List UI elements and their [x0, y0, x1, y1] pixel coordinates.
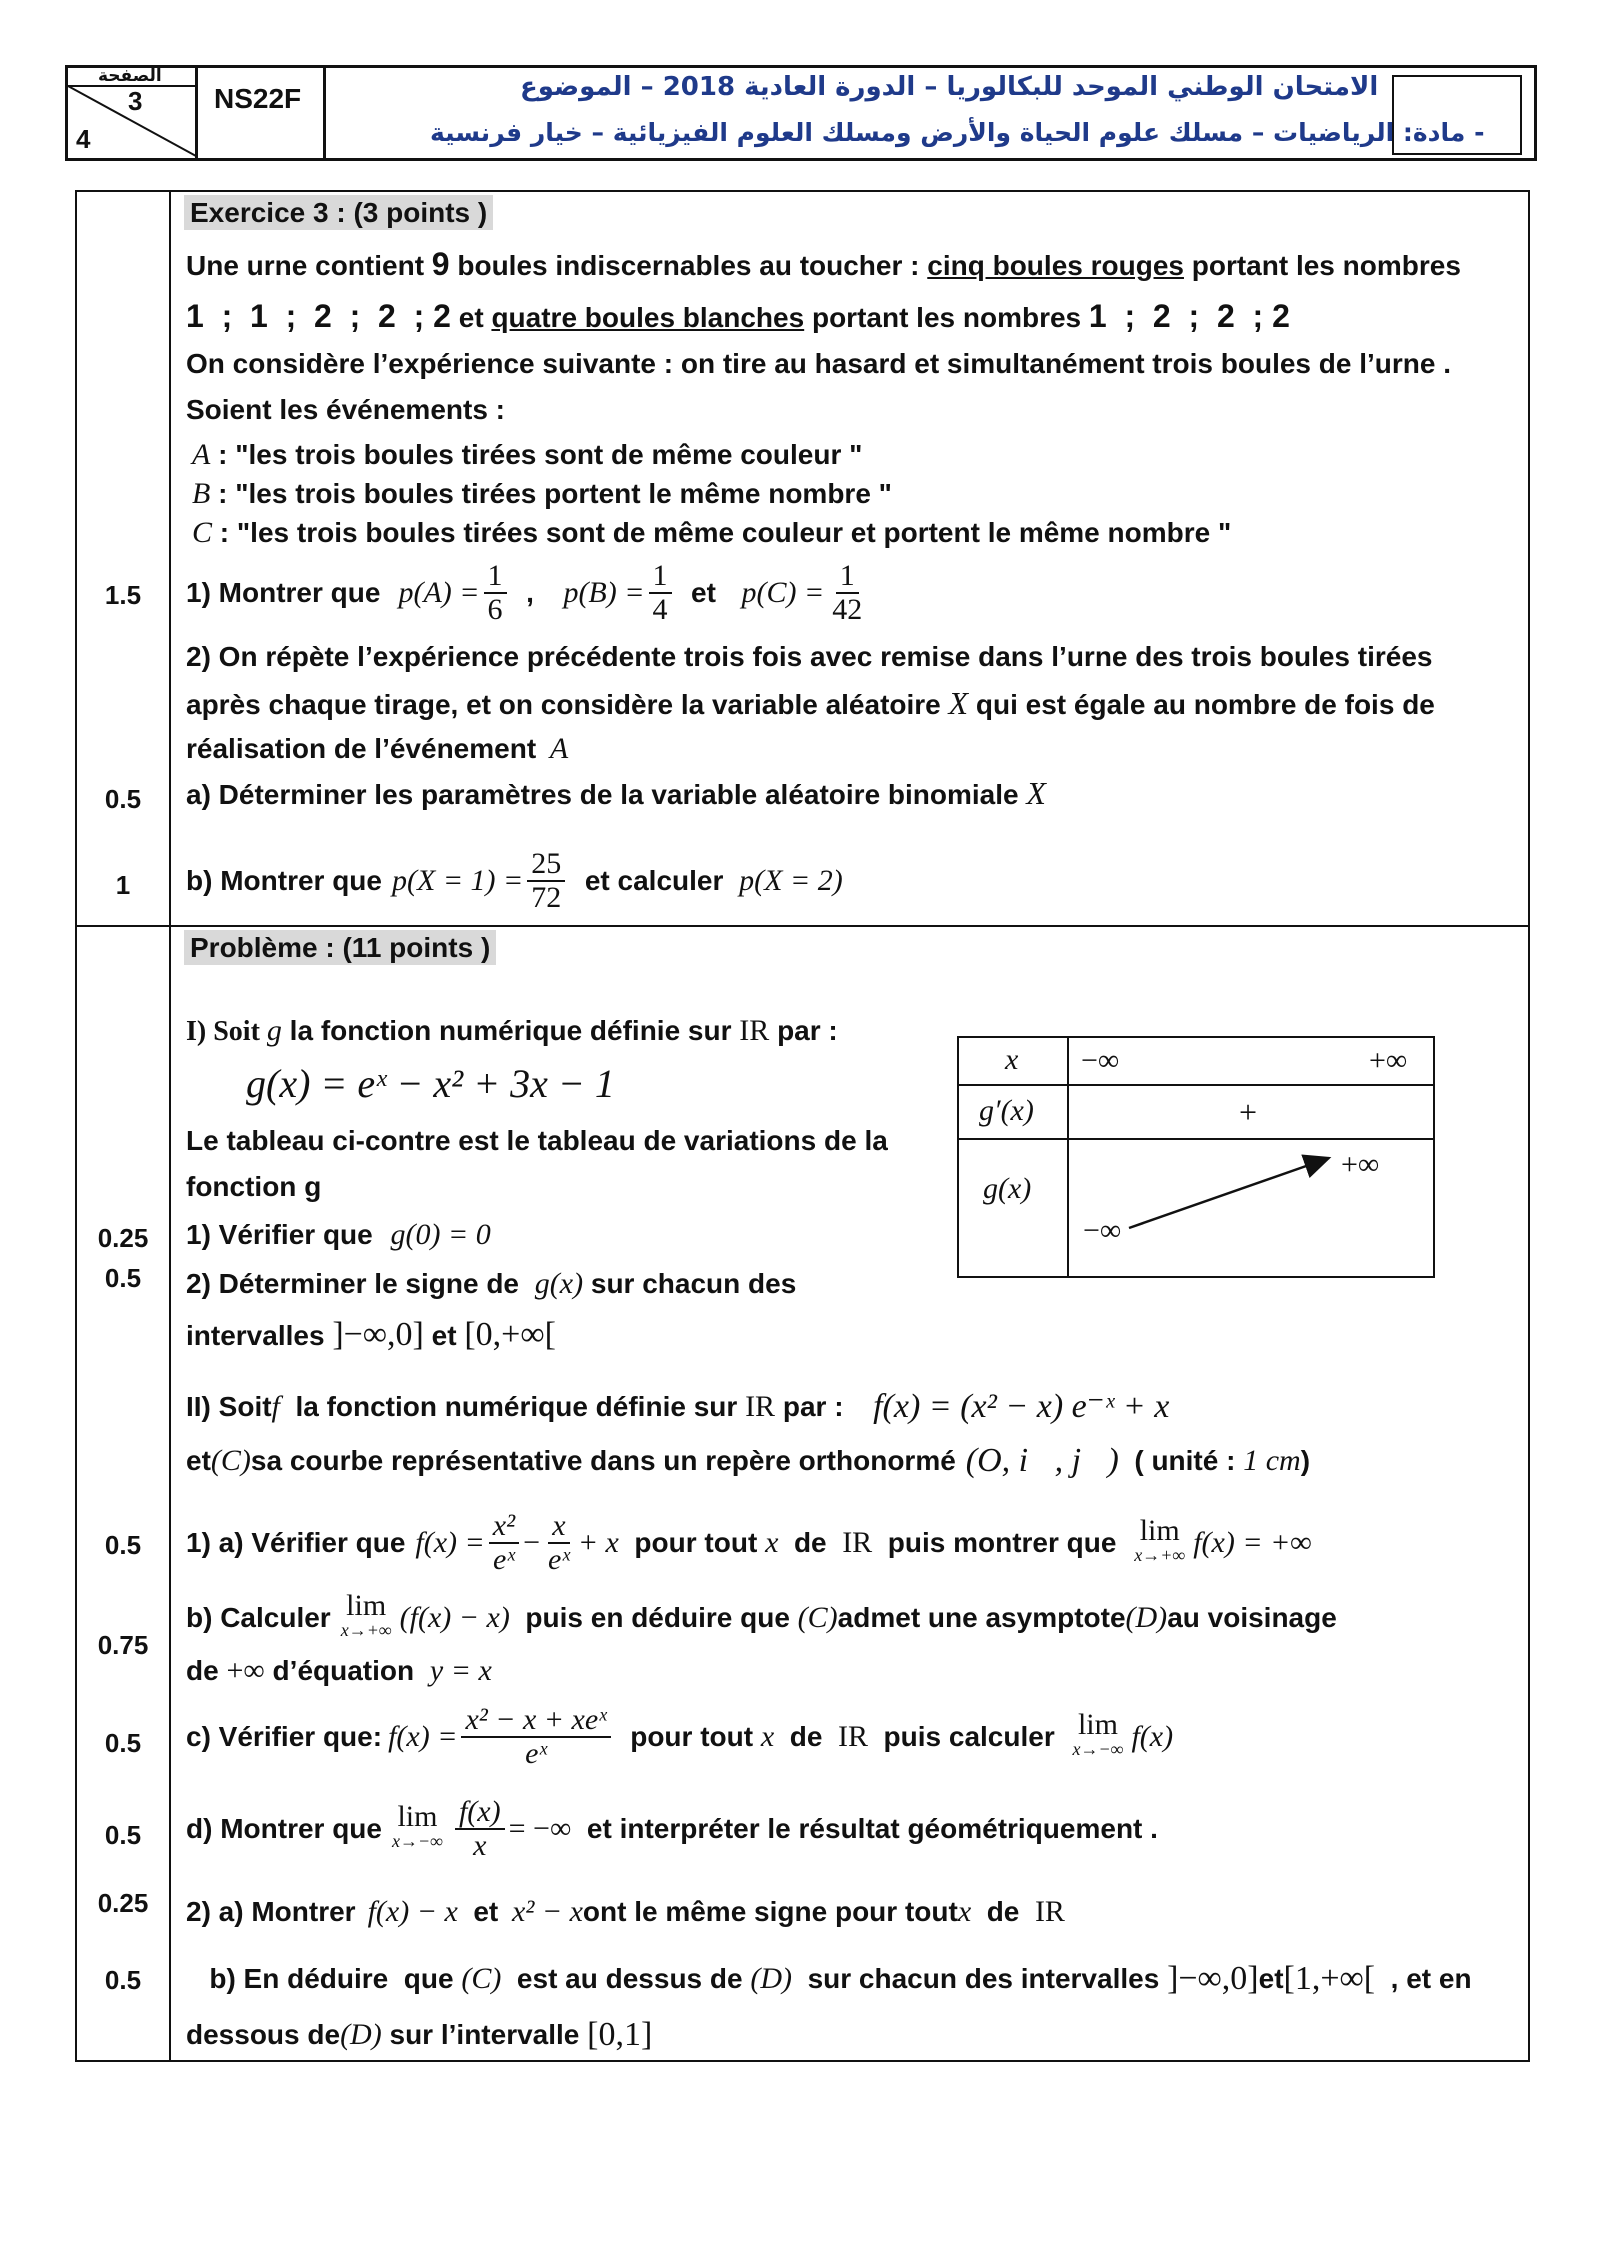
- vt-minus-infinity: −∞: [1081, 1044, 1120, 1077]
- page-total: 4: [76, 124, 91, 154]
- header-title-line2: - مادة: الرياضيات – مسلك علوم الحياة والأرض ومسلك العلوم الفيزيائية – خيار فرنسية: [430, 118, 1485, 147]
- points-1b: 0.75: [97, 1630, 149, 1660]
- points-1d: 0.5: [104, 1820, 142, 1850]
- question-1a: 1) a) Vérifier que f(x) = $\frac{\text{x²}}{\text{eˣ}}$ − $\frac{x}{\text{eˣ}}$ + x pour tout x de IR puis montrer que lim x→+∞ f(x) = +∞: [186, 1509, 1312, 1576]
- question-1b-line-1: b) Calculer lim x→+∞ (f(x) − x) puis en déduire que (C) admet une asymptote (D) au voisinage: [186, 1589, 1337, 1640]
- ex3-question-2-line-3: réalisation de l’événement A: [186, 732, 569, 765]
- question-2b-line-1: b) En déduire que (C) est au dessus de (D) sur chacun des intervalles ]−∞,0] et [1,+∞[ , et en: [186, 1960, 1472, 1997]
- vt-plus-infinity: +∞: [1369, 1044, 1408, 1077]
- part-II-intro: II) Soit f la fonction numérique définie sur IR par : f(x) = (x² − x) e⁻ˣ + x: [186, 1388, 1170, 1425]
- vt-g-label: g(x): [983, 1172, 1032, 1205]
- vt-g-high: +∞: [1341, 1148, 1380, 1181]
- vt-g-low: −∞: [1083, 1214, 1122, 1247]
- event-B: B : "les trois boules tirées portent le même nombre ": [192, 477, 892, 510]
- points-q1: 1.5: [104, 580, 142, 610]
- ex3-question-a: a) Déterminer les paramètres de la variable aléatoire binomiale X: [186, 775, 1046, 811]
- event-C: C : "les trois boules tirées sont de même couleur et portent le même nombre ": [192, 516, 1232, 549]
- ex3-question-b: b) Montrer que p(X = 1) = $\frac{25}{72}$ et calculer p(X = 2): [186, 847, 843, 914]
- question-2a: 2) a) Montrer f(x) − x et x² − x ont le même signe pour tout x de IR: [186, 1895, 1065, 1928]
- g-definition: g(x) = eˣ − x² + 3x − 1: [246, 1061, 615, 1106]
- exam-code: NS22F: [214, 83, 302, 114]
- ex3-question-2-line-1: 2) On répète l’expérience précédente trois fois avec remise dans l’urne des trois boules tirées: [186, 641, 1433, 672]
- page-number: 3: [128, 86, 143, 116]
- ex3-line-2: 1 ; 1 ; 2 ; 2 ; 2 et quatre boules blanches portant les nombres 1 ; 2 ; 2 ; 2: [186, 298, 1290, 334]
- vt-x-label: x: [1005, 1043, 1019, 1076]
- points-2b: 0.5: [104, 1965, 142, 1995]
- points-I2: 0.5: [104, 1263, 142, 1293]
- points-qa: 0.5: [104, 784, 142, 814]
- question-1b-line-2: de +∞ d’équation y = x: [186, 1654, 492, 1687]
- vt-derivative-label: g′(x): [979, 1094, 1034, 1127]
- header-empty-box: [1392, 75, 1522, 155]
- event-A: A : "les trois boules tirées sont de même couleur ": [192, 438, 863, 471]
- variation-table: [957, 1036, 1435, 1278]
- points-1a: 0.5: [104, 1530, 142, 1560]
- code-divider: [323, 68, 326, 158]
- table-caption-2: fonction g: [186, 1171, 322, 1202]
- vt-derivative-sign: +: [1239, 1094, 1258, 1130]
- header-title-line1: الامتحان الوطني الموحد للبكالوريا – الدورة العادية 2018 – الموضوع: [520, 72, 1379, 102]
- question-1c: c) Vérifier que: f(x) = $\frac{\text{x² − x + xeˣ}}{\text{eˣ}}$ pour tout x de IR puis calculer lim x→−∞ f(x): [186, 1703, 1174, 1770]
- points-column-divider: [169, 190, 171, 2062]
- question-2b-line-2: dessous de (D) sur l’intervalle [0,1]: [186, 2016, 653, 2053]
- points-1c: 0.5: [104, 1728, 142, 1758]
- section-divider: [75, 925, 1530, 927]
- part-I-q1: 1) Vérifier que g(0) = 0: [186, 1218, 491, 1251]
- part-I-q2-line-1: 2) Déterminer le signe de g(x) sur chacun des: [186, 1267, 797, 1300]
- ex3-question-1: 1) Montrer que p(A) = $\frac{1}{6}$ , p(B) = $\frac{1}{4}$ et p(C) = $\frac{1}{42}$: [186, 559, 863, 626]
- ex3-line-3: On considère l’expérience suivante : on tire au hasard et simultanément trois boules de l’urne .: [186, 348, 1452, 379]
- table-caption-1: Le tableau ci-contre est le tableau de variations de la: [186, 1125, 888, 1156]
- part-I-intro: I) Soit g la fonction numérique définie sur IR par :: [186, 1014, 838, 1047]
- ex3-line-1: Une urne contient 9 boules indiscernables au toucher : cinq boules rouges portant les nombres: [186, 246, 1461, 282]
- points-2a: 0.25: [97, 1888, 149, 1918]
- points-qb: 1: [115, 870, 131, 900]
- page-label: الصفحة: [98, 66, 162, 86]
- ex3-question-2-line-2: après chaque tirage, et on considère la variable aléatoire X qui est égale au nombre de fois de: [186, 685, 1435, 721]
- points-I1: 0.25: [97, 1223, 149, 1253]
- exercise-3-title: Exercice 3 : (3 points ): [184, 196, 493, 230]
- question-1d: d) Montrer que lim x→−∞ $\frac{f(x)}{x}$ = −∞ et interpréter le résultat géométriquement .: [186, 1795, 1158, 1862]
- page-number-box: [68, 68, 198, 158]
- part-II-curve-line: et (C) sa courbe représentative dans un repère orthonormé (O, i⃗, j⃗) ( unité : 1 cm ): [186, 1442, 1311, 1479]
- problem-title: Problème : (11 points ): [184, 931, 496, 965]
- vt-increasing-arrow: [959, 1038, 1433, 1276]
- ex3-line-4: Soient les événements :: [186, 394, 506, 425]
- part-I-q2-line-2: intervalles ]−∞,0] et [0,+∞[: [186, 1316, 556, 1353]
